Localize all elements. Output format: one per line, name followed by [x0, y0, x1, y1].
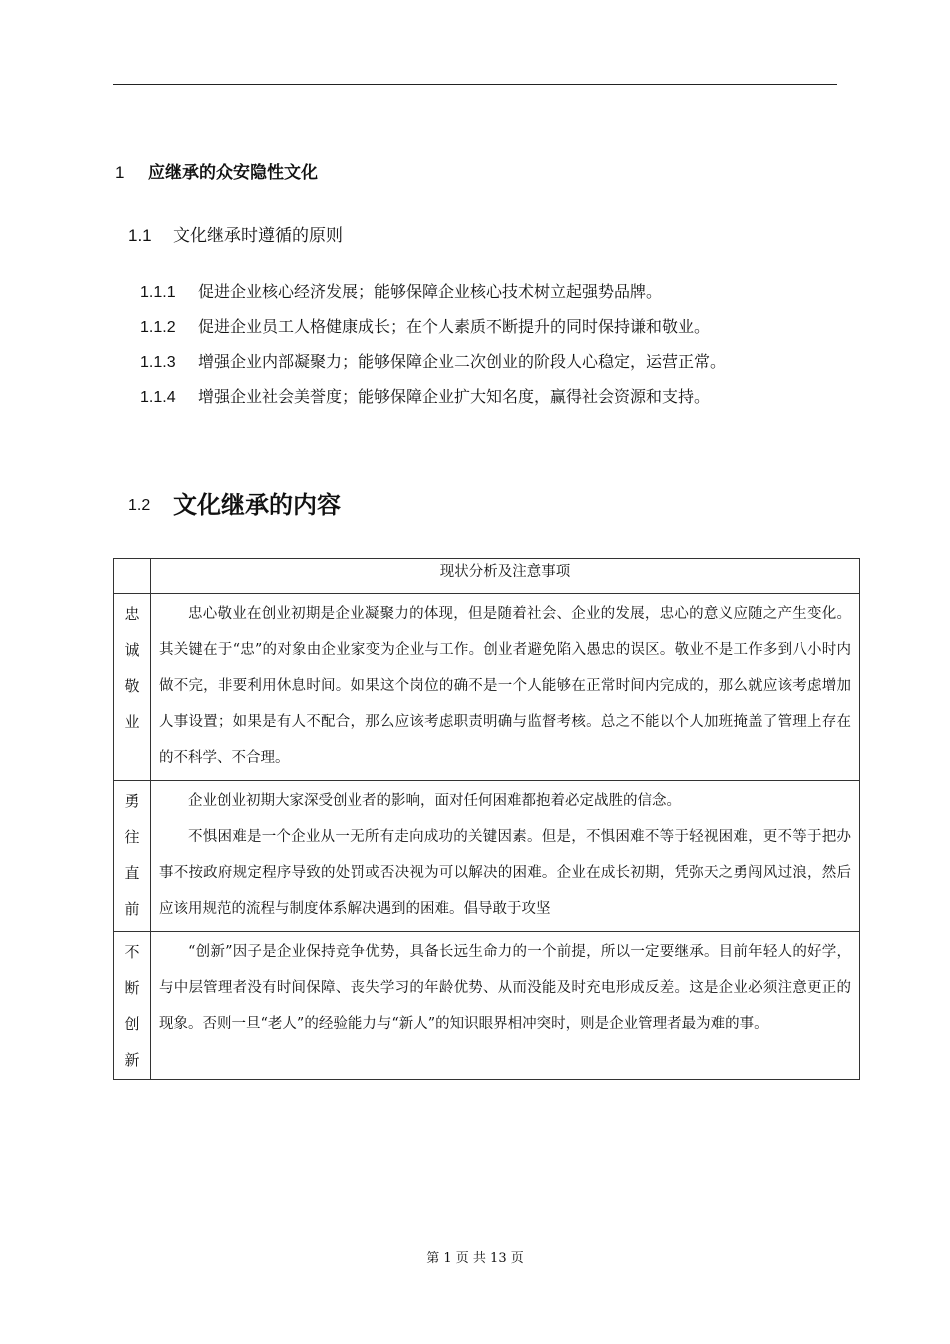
row-content	[151, 594, 860, 781]
heading-1-title: 应继承的众安隐性文化	[148, 163, 318, 183]
principle-text: 增强企业内部凝聚力；能够保障企业二次创业的阶段人心稳定，运营正常。	[198, 352, 727, 371]
table-row	[114, 781, 860, 932]
row-label-char: 业	[124, 713, 140, 731]
row-label	[114, 932, 151, 1080]
principle-number: 1.1.3	[140, 354, 176, 371]
principle-item	[140, 279, 662, 302]
table-header-row	[114, 559, 860, 594]
row-label-char: 勇	[124, 792, 140, 810]
row-paragraph: “创新”因子是企业保持竞争优势，具备长远生命力的一个前提，所以一定要继承。目前年轻人的好学，与中层管理者没有时间保障、丧失学习的年龄优势、从而没能及时充电形成反差。这是企业必须注意更正的现象。否则一旦“老人”的经验能力与“新人”的知识眼界相冲突时，则是企业管理者最为难的事。	[159, 944, 851, 1032]
header-rule	[113, 84, 837, 85]
row-label-char: 新	[124, 1051, 140, 1069]
heading-1-1-number: 1.1	[128, 226, 152, 245]
row-label-char: 不	[124, 943, 140, 961]
table-row	[114, 932, 860, 1080]
inheritance-table	[113, 558, 860, 1080]
principle-number: 1.1.1	[140, 284, 176, 301]
principle-text: 促进企业核心经济发展；能够保障企业核心技术树立起强势品牌。	[198, 282, 663, 301]
row-label	[114, 594, 151, 781]
heading-1-2-title: 文化继承的内容	[173, 491, 341, 519]
page-footer: 第 1 页 共 13 页	[426, 1251, 524, 1266]
row-label-char: 往	[124, 828, 140, 846]
row-label-char: 敬	[124, 677, 140, 695]
row-label-char: 忠	[124, 605, 140, 623]
principle-item	[140, 384, 710, 407]
row-label-char: 断	[124, 979, 140, 997]
principle-item	[140, 314, 710, 337]
row-content	[151, 932, 860, 1080]
heading-1-2	[128, 485, 341, 520]
row-paragraph: 不惧困难是一个企业从一无所有走向成功的关键因素。但是，不惧困难不等于轻视困难，更不等于把办事不按政府规定程序导致的处罚或否决视为可以解决的困难。企业在成长初期，凭弥天之勇闯风过浪，然后应该用规范的流程与制度体系解决遇到的困难。倡导敢于攻坚	[159, 829, 851, 917]
row-label-char: 前	[124, 900, 140, 918]
table-header: 现状分析及注意事项	[151, 559, 860, 594]
heading-1-number: 1	[115, 163, 125, 182]
table-corner-cell	[114, 559, 151, 594]
heading-1-2-number: 1.2	[128, 497, 151, 514]
row-label-char: 创	[124, 1015, 140, 1033]
heading-1-1	[128, 221, 343, 246]
row-content	[151, 781, 860, 932]
principle-text: 促进企业员工人格健康成长；在个人素质不断提升的同时保持谦和敬业。	[198, 317, 711, 336]
principle-text: 增强企业社会美誉度；能够保障企业扩大知名度，赢得社会资源和支持。	[198, 387, 711, 406]
row-paragraph: 企业创业初期大家深受创业者的影响，面对任何困难都抱着必定战胜的信念。	[188, 793, 681, 809]
row-label-char: 直	[124, 864, 140, 882]
row-label	[114, 781, 151, 932]
table-row	[114, 594, 860, 781]
heading-1	[115, 158, 318, 183]
heading-1-1-title: 文化继承时遵循的原则	[173, 226, 343, 246]
principle-number: 1.1.4	[140, 389, 176, 406]
principle-number: 1.1.2	[140, 319, 176, 336]
row-paragraph: 忠心敬业在创业初期是企业凝聚力的体现，但是随着社会、企业的发展，忠心的意义应随之产生变化。其关键在于“忠”的对象由企业家变为企业与工作。创业者避免陷入愚忠的误区。敬业不是工作多到八小时内做不完，非要利用休息时间。如果这个岗位的确不是一个人能够在正常时间内完成的，那么就应该考虑增加人事设置；如果是有人不配合，那么应该考虑职责明确与监督考核。总之不能以个人加班掩盖了管理上存在的不科学、不合理。	[159, 606, 851, 766]
principle-item	[140, 349, 726, 372]
row-label-char: 诚	[124, 641, 140, 659]
